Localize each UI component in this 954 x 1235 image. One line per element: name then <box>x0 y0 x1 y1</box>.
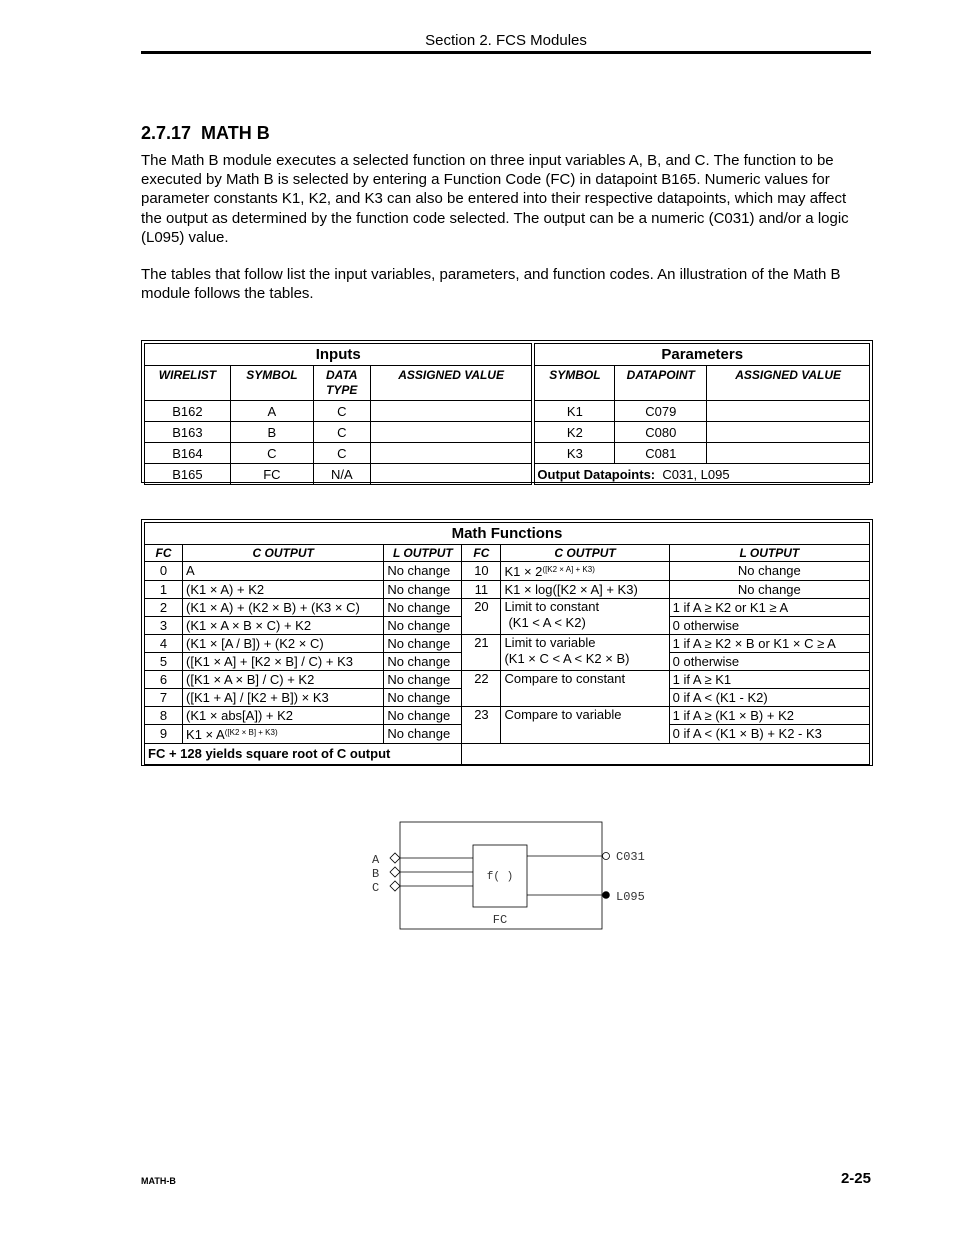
table-row <box>145 562 870 581</box>
cell: C079 <box>615 401 707 422</box>
l-output-cell: 0 if A < (K1 × B) + K2 - K3 <box>669 725 869 744</box>
io-table <box>144 343 870 485</box>
header-rule <box>141 51 871 54</box>
table-row <box>145 707 870 725</box>
fc-cell: 10 <box>462 562 501 581</box>
table-row <box>145 401 870 422</box>
col-datapoint: DATAPOINT <box>615 366 707 401</box>
cell <box>370 464 532 485</box>
l-output-cell: No change <box>384 617 462 635</box>
col-l-output: L OUTPUT <box>384 545 462 562</box>
l-output-cell: No change <box>384 581 462 599</box>
intro-paragraph: The Math B module executes a selected function on three input variables A, B, and C. The function to be executed by Math B is selected by entering a Function Code (FC) in datapoint B165. Numeric values for parameter constants K1, K2, and K3 can also be entered into their respective datapoints, which may affect the output as determined by the function code selected. The output can be a numeric (C031) and/or a logic (L095) value. <box>141 152 849 246</box>
table-row <box>145 464 870 485</box>
l-output-cell: No change <box>384 653 462 671</box>
l-output-cell: 1 if A ≥ K1 <box>669 671 869 689</box>
col-param-symbol: SYMBOL <box>535 366 615 401</box>
cell <box>370 443 532 464</box>
output-datapoints <box>535 464 870 485</box>
fc-cell: 5 <box>145 653 183 671</box>
l-output-cell: No change <box>669 581 869 599</box>
c-output-cell: ([K1 × A × B] / C) + K2 <box>183 671 384 689</box>
l-output-cell: 0 otherwise <box>669 653 869 671</box>
fc-cell: 21 <box>462 635 501 671</box>
c-output-cell: Compare to constant <box>501 671 669 707</box>
cell <box>370 401 532 422</box>
c-output-cell: A <box>183 562 384 581</box>
c-output-cell: ([K1 × A] + [K2 × B] / C) + K3 <box>183 653 384 671</box>
fc-cell: 6 <box>145 671 183 689</box>
c-output-cell: ([K1 + A] / [K2 + B]) × K3 <box>183 689 384 707</box>
output-port-l095-icon <box>602 891 610 899</box>
col-param-assigned-value: ASSIGNED VALUE <box>707 366 870 401</box>
cell: C <box>313 422 370 443</box>
col-c-output: C OUTPUT <box>183 545 384 562</box>
math-b-module-diagram <box>360 815 660 935</box>
fc-cell: 0 <box>145 562 183 581</box>
l-output-cell: No change <box>384 635 462 653</box>
c-output-cell: Compare to variable <box>501 707 669 744</box>
col-symbol: SYMBOL <box>230 366 313 401</box>
col-data-type: DATA TYPE <box>313 366 370 401</box>
fc-cell: 2 <box>145 599 183 617</box>
l-output-cell: No change <box>384 562 462 581</box>
col-fc: FC <box>145 545 183 562</box>
l-output-cell: 1 if A ≥ K2 × B or K1 × C ≥ A <box>669 635 869 653</box>
cell: K2 <box>535 422 615 443</box>
fc-cell: 4 <box>145 635 183 653</box>
cell: B164 <box>145 443 231 464</box>
c-output-cell: (K1 × A) + (K2 × B) + (K3 × C) <box>183 599 384 617</box>
page-header: Section 2. FCS Modules <box>425 32 587 49</box>
l-output-cell: 0 if A < (K1 - K2) <box>669 689 869 707</box>
input-label-b: B <box>372 867 380 881</box>
cell <box>707 422 870 443</box>
table-row <box>145 581 870 599</box>
fc-cell: 22 <box>462 671 501 707</box>
l-output-cell: 0 otherwise <box>669 617 869 635</box>
c-output-cell: Limit to constant (K1 < A < K2) <box>501 599 669 635</box>
c-output-cell: (K1 × A × B × C) + K2 <box>183 617 384 635</box>
c-output-cell: Limit to variable (K1 × C < A < K2 × B) <box>501 635 669 671</box>
fc-cell: 8 <box>145 707 183 725</box>
sqrt-note: FC + 128 yields square root of C output <box>145 744 462 765</box>
cell: C <box>313 401 370 422</box>
cell: A <box>230 401 313 422</box>
l-output-cell: No change <box>669 562 869 581</box>
table-row <box>145 635 870 653</box>
cell: C <box>230 443 313 464</box>
cell: C <box>313 443 370 464</box>
input-port-a-icon <box>390 853 400 863</box>
cell <box>707 443 870 464</box>
c-output-cell: K1 × log([K2 × A] + K3) <box>501 581 669 599</box>
l-output-cell: 1 if A ≥ K2 or K1 ≥ A <box>669 599 869 617</box>
output-datapoints-label: Output Datapoints: <box>537 466 656 482</box>
cell: K3 <box>535 443 615 464</box>
cell: B162 <box>145 401 231 422</box>
table-row <box>145 671 870 689</box>
table-row <box>145 422 870 443</box>
fc-cell: 20 <box>462 599 501 635</box>
cell: C081 <box>615 443 707 464</box>
output-label-c031: C031 <box>616 850 645 864</box>
col-c-output-right: C OUTPUT <box>501 545 669 562</box>
l-output-cell: No change <box>384 725 462 744</box>
l-output-cell: No change <box>384 707 462 725</box>
c-output-cell: (K1 × abs[A]) + K2 <box>183 707 384 725</box>
c-output-cell: (K1 × [A / B]) + (K2 × C) <box>183 635 384 653</box>
c-output-cell: $K1 \times A^{([K2 \times B] + K3)}$ <box>183 725 384 744</box>
fc-cell: 9 <box>145 725 183 744</box>
cell: C080 <box>615 422 707 443</box>
empty-cell <box>462 744 870 765</box>
l-output-cell: No change <box>384 671 462 689</box>
col-wirelist: WIRELIST <box>145 366 231 401</box>
col-fc-right: FC <box>462 545 501 562</box>
fc-cell: 23 <box>462 707 501 744</box>
tables-paragraph: The tables that follow list the input variables, parameters, and function codes. An illustration of the Math B module follows the tables. <box>141 266 841 303</box>
c-output-cell: $K1 \times 2^{([K2 \times A] + K3)}$ <box>501 562 669 581</box>
math-table-frame <box>141 519 873 766</box>
input-port-c-icon <box>390 881 400 891</box>
fc-cell: 1 <box>145 581 183 599</box>
cell: N/A <box>313 464 370 485</box>
parameters-title: Parameters <box>535 344 870 366</box>
fc-cell: 11 <box>462 581 501 599</box>
inputs-title: Inputs <box>145 344 532 366</box>
l-output-cell: 1 if A ≥ (K1 × B) + K2 <box>669 707 869 725</box>
l-output-cell: No change <box>384 599 462 617</box>
section-title: MATH B <box>201 123 270 143</box>
col-assigned-value: ASSIGNED VALUE <box>370 366 532 401</box>
footer-module-name: MATH-B <box>141 1176 176 1186</box>
input-label-a: A <box>372 853 380 867</box>
fc-label: FC <box>492 913 508 927</box>
cell: B <box>230 422 313 443</box>
fc-cell: 3 <box>145 617 183 635</box>
section-number: 2.7.17 <box>141 123 192 143</box>
footer-page-number: 2-25 <box>840 1170 871 1187</box>
l-output-cell: No change <box>384 689 462 707</box>
math-functions-table <box>144 522 870 765</box>
function-label: f( ) <box>486 871 514 883</box>
input-port-b-icon <box>390 867 400 877</box>
cell: B165 <box>145 464 231 485</box>
output-datapoints-value: C031, L095 <box>662 466 730 482</box>
table-row <box>145 443 870 464</box>
output-port-c031-icon <box>603 853 610 860</box>
cell <box>370 422 532 443</box>
table-row <box>145 599 870 617</box>
output-label-l095: L095 <box>616 890 645 904</box>
io-table-frame <box>141 340 873 483</box>
cell <box>707 401 870 422</box>
cell: FC <box>230 464 313 485</box>
fc-cell: 7 <box>145 689 183 707</box>
cell: B163 <box>145 422 231 443</box>
cell: K1 <box>535 401 615 422</box>
math-table-title: Math Functions <box>145 523 870 545</box>
section-heading <box>141 123 280 144</box>
c-output-cell: (K1 × A) + K2 <box>183 581 384 599</box>
col-l-output-right: L OUTPUT <box>669 545 869 562</box>
input-label-c: C <box>372 881 380 895</box>
